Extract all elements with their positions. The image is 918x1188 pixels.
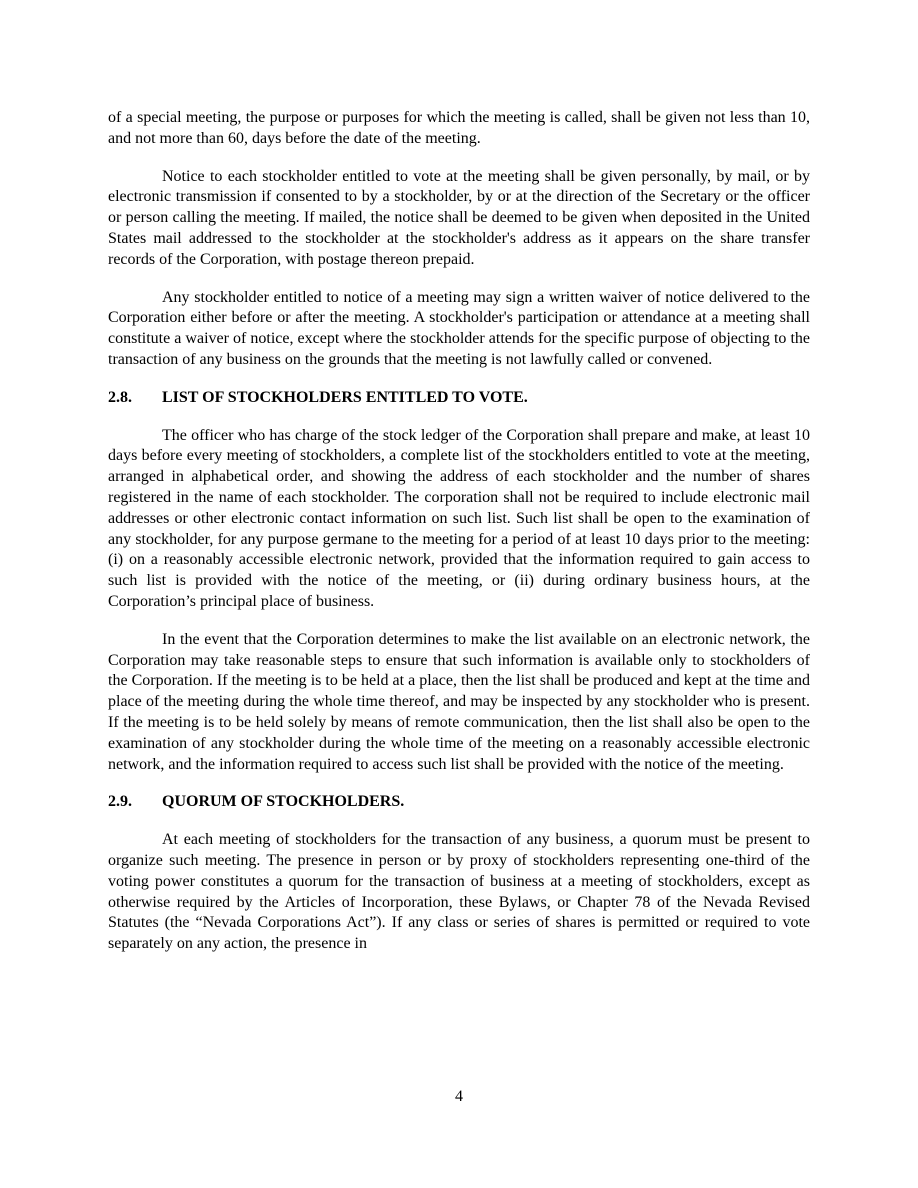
paragraph-electronic-network: In the event that the Corporation determines to make the list available on an electronic network, the Corporation may take reasonable steps to ensure that such information is available only to stockholders of the Corporation. If the meeting is to be held at a place, then the list shall be produced and kept at the time and place of the meeting during the whole time thereof, and may be inspected by any stockholder who is present. If the meeting is to be held solely by means of remote communication, then the list shall also be open to the examination of any stockholder during the whole time of the meeting on a reasonably accessible electronic network, and the information required to access such list shall be provided with the notice of the meeting. <box>108 630 810 773</box>
paragraph-waiver: Any stockholder entitled to notice of a meeting may sign a written waiver of notice delivered to the Corporation either before or after the meeting. A stockholder's participation or attendance at a meeting shall constitute a waiver of notice, except where the stockholder attends for the specific purpose of objecting to the transaction of any business on the grounds that the meeting is not lawfully called or convened. <box>108 288 810 368</box>
section-number: 2.8. <box>108 388 132 406</box>
section-title: QUORUM OF STOCKHOLDERS. <box>162 793 405 811</box>
paragraph-quorum: At each meeting of stockholders for the transaction of any business, a quorum must be present to organize such meeting. The presence in person or by proxy of stockholders representing one-third of the voting power constitutes a quorum for the transaction of business at a meeting of stockholders, except as otherwise required by the Articles of Incorporation, these Bylaws, or Chapter 78 of the Nevada Revised Statutes (the “Nevada Corporations Act”). If any class or series of shares is permitted or required to vote separately on any action, the presence in <box>108 831 810 953</box>
paragraph-continuation: of a special meeting, the purpose or purposes for which the meeting is called, shall be given not less than 10, and not more than 60, days before the date of the meeting. <box>108 109 810 147</box>
section-number: 2.9. <box>108 793 132 811</box>
section-heading-2-8 <box>108 388 810 409</box>
section-title: LIST OF STOCKHOLDERS ENTITLED TO VOTE. <box>162 388 528 406</box>
page-number: 4 <box>455 1088 463 1105</box>
document-page <box>108 108 810 972</box>
paragraph-list-preparation: The officer who has charge of the stock ledger of the Corporation shall prepare and make, at least 10 days before every meeting of stockholders, a complete list of the stockholders entitled to vote at the meeting, arranged in alphabetical order, and showing the address of each stockholder and the number of shares registered in the name of each stockholder. The corporation shall not be required to include electronic mail addresses or other electronic contact information on such list. Such list shall be open to the examination of any stockholder, for any purpose germane to the meeting for a period of at least 10 days prior to the meeting: (i) on a reasonably accessible electronic network, provided that the information required to gain access to such list is provided with the notice of the meeting, or (ii) during ordinary business hours, at the Corporation’s principal place of business. <box>108 426 810 610</box>
paragraph-notice: Notice to each stockholder entitled to vote at the meeting shall be given personally, by mail, or by electronic transmission if consented to by a stockholder, by or at the direction of the Secretary or the officer or person calling the meeting. If mailed, the notice shall be deemed to be given when deposited in the United States mail addressed to the stockholder at the stockholder's address as it appears on the share transfer records of the Corporation, with postage thereon prepaid. <box>108 167 810 268</box>
section-heading-2-9 <box>108 792 810 813</box>
